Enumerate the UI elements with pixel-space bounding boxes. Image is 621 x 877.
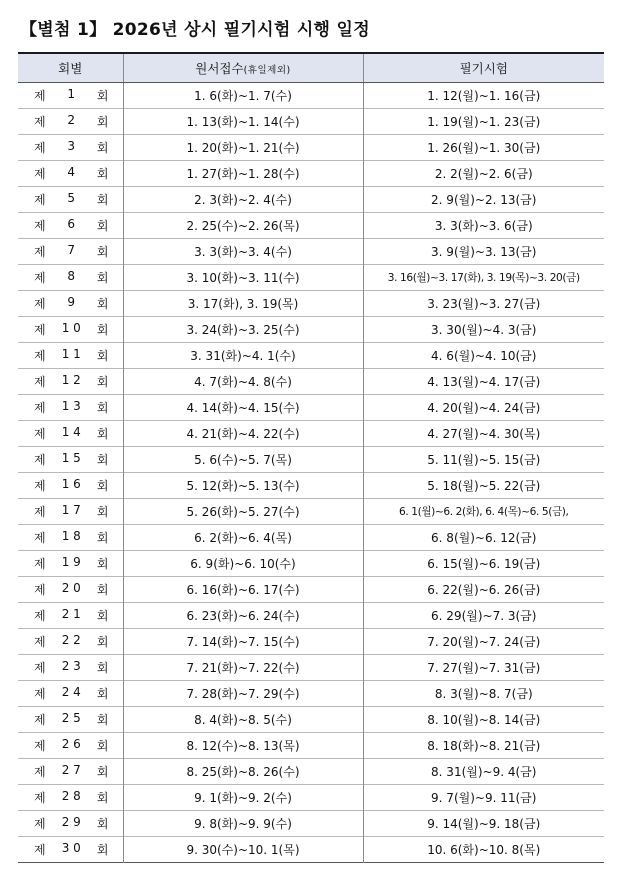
table-row <box>18 655 604 681</box>
round-label <box>18 815 123 832</box>
application-period-cell: 3. 24(화)~3. 25(수) <box>123 317 363 343</box>
round-cell <box>18 499 123 525</box>
header-round <box>18 53 123 83</box>
header-application-note: (휴일제외) <box>243 65 291 76</box>
application-period-cell: 3. 10(화)~3. 11(수) <box>123 265 363 291</box>
round-cell <box>18 395 123 421</box>
round-cell <box>18 811 123 837</box>
exam-period-cell: 8. 10(월)~8. 14(금) <box>363 707 604 733</box>
round-suffix: 회 <box>96 349 109 363</box>
exam-period-cell: 8. 3(월)~8. 7(금) <box>363 681 604 707</box>
round-cell <box>18 525 123 551</box>
round-suffix: 회 <box>96 765 109 779</box>
header-application-label: 원서접수 <box>195 61 244 76</box>
round-label <box>18 165 123 182</box>
round-number: 7 <box>67 243 76 257</box>
round-label <box>18 87 123 104</box>
round-suffix: 회 <box>96 245 109 259</box>
table-row <box>18 421 604 447</box>
table-row <box>18 135 604 161</box>
exam-period-cell: 7. 20(월)~7. 24(금) <box>363 629 604 655</box>
round-prefix: 제 <box>34 817 46 831</box>
round-cell <box>18 109 123 135</box>
round-prefix: 제 <box>34 271 46 285</box>
round-cell <box>18 785 123 811</box>
exam-period-cell: 6. 29(월)~7. 3(금) <box>363 603 604 629</box>
exam-period-cell: 6. 1(월)~6. 2(화), 6. 4(목)~6. 5(금), <box>363 499 604 525</box>
exam-period-cell: 4. 27(월)~4. 30(목) <box>363 421 604 447</box>
round-prefix: 제 <box>34 115 46 129</box>
round-cell <box>18 707 123 733</box>
application-period-cell: 6. 16(화)~6. 17(수) <box>123 577 363 603</box>
round-label <box>18 659 123 676</box>
exam-period-cell: 8. 18(화)~8. 21(금) <box>363 733 604 759</box>
round-number: 2 8 <box>61 789 81 803</box>
round-number: 6 <box>67 217 76 231</box>
round-label <box>18 685 123 702</box>
table-row <box>18 785 604 811</box>
round-suffix: 회 <box>96 141 109 155</box>
round-suffix: 회 <box>96 843 109 857</box>
round-prefix: 제 <box>34 843 46 857</box>
round-number: 1 6 <box>61 477 81 491</box>
round-number: 2 1 <box>61 607 81 621</box>
round-label <box>18 451 123 468</box>
round-label <box>18 113 123 130</box>
round-number: 1 5 <box>61 451 81 465</box>
round-cell <box>18 83 123 109</box>
round-suffix: 회 <box>96 713 109 727</box>
round-label <box>18 841 123 858</box>
round-number: 5 <box>67 191 76 205</box>
exam-period-cell: 4. 20(월)~4. 24(금) <box>363 395 604 421</box>
round-prefix: 제 <box>34 791 46 805</box>
application-period-cell: 8. 12(수)~8. 13(목) <box>123 733 363 759</box>
round-number: 9 <box>67 295 76 309</box>
exam-period-cell: 1. 19(월)~1. 23(금) <box>363 109 604 135</box>
round-number: 2 2 <box>61 633 81 647</box>
exam-period-cell: 3. 9(월)~3. 13(금) <box>363 239 604 265</box>
round-cell <box>18 421 123 447</box>
round-label <box>18 711 123 728</box>
table-row <box>18 213 604 239</box>
round-suffix: 회 <box>96 115 109 129</box>
application-period-cell: 4. 14(화)~4. 15(수) <box>123 395 363 421</box>
table-row <box>18 681 604 707</box>
round-label <box>18 581 123 598</box>
round-suffix: 회 <box>96 375 109 389</box>
round-suffix: 회 <box>96 479 109 493</box>
round-prefix: 제 <box>34 531 46 545</box>
exam-period-cell: 3. 30(월)~4. 3(금) <box>363 317 604 343</box>
table-row <box>18 161 604 187</box>
round-number: 1 <box>67 87 76 101</box>
round-number: 1 9 <box>61 555 81 569</box>
round-prefix: 제 <box>34 609 46 623</box>
exam-period-cell: 6. 15(월)~6. 19(금) <box>363 551 604 577</box>
application-period-cell: 1. 20(화)~1. 21(수) <box>123 135 363 161</box>
round-label <box>18 399 123 416</box>
round-cell <box>18 629 123 655</box>
round-number: 1 2 <box>61 373 81 387</box>
round-suffix: 회 <box>96 427 109 441</box>
round-number: 2 6 <box>61 737 81 751</box>
round-suffix: 회 <box>96 453 109 467</box>
exam-period-cell: 10. 6(화)~10. 8(목) <box>363 837 604 863</box>
round-label <box>18 321 123 338</box>
table-row <box>18 343 604 369</box>
round-prefix: 제 <box>34 661 46 675</box>
application-period-cell: 5. 26(화)~5. 27(수) <box>123 499 363 525</box>
round-cell <box>18 733 123 759</box>
application-period-cell: 7. 14(화)~7. 15(수) <box>123 629 363 655</box>
round-cell <box>18 187 123 213</box>
round-prefix: 제 <box>34 765 46 779</box>
round-prefix: 제 <box>34 687 46 701</box>
round-number: 3 <box>67 139 76 153</box>
round-number: 2 3 <box>61 659 81 673</box>
round-label <box>18 243 123 260</box>
header-round-label: 회별 <box>58 61 83 76</box>
round-suffix: 회 <box>96 505 109 519</box>
table-row <box>18 239 604 265</box>
round-suffix: 회 <box>96 271 109 285</box>
exam-period-cell: 4. 6(월)~4. 10(금) <box>363 343 604 369</box>
round-number: 2 0 <box>61 581 81 595</box>
exam-period-cell: 9. 14(월)~9. 18(금) <box>363 811 604 837</box>
application-period-cell: 2. 25(수)~2. 26(목) <box>123 213 363 239</box>
round-suffix: 회 <box>96 609 109 623</box>
round-cell <box>18 135 123 161</box>
round-prefix: 제 <box>34 297 46 311</box>
round-suffix: 회 <box>96 323 109 337</box>
round-suffix: 회 <box>96 661 109 675</box>
round-cell <box>18 369 123 395</box>
round-prefix: 제 <box>34 479 46 493</box>
application-period-cell: 1. 6(화)~1. 7(수) <box>123 83 363 109</box>
round-label <box>18 503 123 520</box>
round-prefix: 제 <box>34 323 46 337</box>
round-suffix: 회 <box>96 583 109 597</box>
round-label <box>18 269 123 286</box>
application-period-cell: 1. 27(화)~1. 28(수) <box>123 161 363 187</box>
application-period-cell: 9. 8(화)~9. 9(수) <box>123 811 363 837</box>
table-row <box>18 603 604 629</box>
exam-period-cell: 8. 31(월)~9. 4(금) <box>363 759 604 785</box>
round-prefix: 제 <box>34 349 46 363</box>
round-prefix: 제 <box>34 245 46 259</box>
round-number: 8 <box>67 269 76 283</box>
round-number: 2 9 <box>61 815 81 829</box>
round-number: 2 4 <box>61 685 81 699</box>
round-cell <box>18 551 123 577</box>
table-row <box>18 577 604 603</box>
round-prefix: 제 <box>34 453 46 467</box>
round-label <box>18 295 123 312</box>
header-application <box>123 53 363 83</box>
table-row <box>18 707 604 733</box>
round-cell <box>18 655 123 681</box>
round-number: 3 0 <box>61 841 81 855</box>
table-row <box>18 473 604 499</box>
exam-period-cell: 6. 8(월)~6. 12(금) <box>363 525 604 551</box>
round-suffix: 회 <box>96 687 109 701</box>
round-suffix: 회 <box>96 89 109 103</box>
round-label <box>18 425 123 442</box>
round-label <box>18 607 123 624</box>
round-number: 4 <box>67 165 76 179</box>
round-suffix: 회 <box>96 193 109 207</box>
exam-period-cell: 1. 26(월)~1. 30(금) <box>363 135 604 161</box>
table-row <box>18 447 604 473</box>
round-label <box>18 191 123 208</box>
round-prefix: 제 <box>34 167 46 181</box>
round-cell <box>18 759 123 785</box>
round-label <box>18 789 123 806</box>
round-prefix: 제 <box>34 713 46 727</box>
round-cell <box>18 447 123 473</box>
application-period-cell: 3. 3(화)~3. 4(수) <box>123 239 363 265</box>
round-number: 2 <box>67 113 76 127</box>
round-prefix: 제 <box>34 219 46 233</box>
table-row <box>18 759 604 785</box>
round-label <box>18 373 123 390</box>
application-period-cell: 6. 2(화)~6. 4(목) <box>123 525 363 551</box>
table-row <box>18 525 604 551</box>
application-period-cell: 9. 1(화)~9. 2(수) <box>123 785 363 811</box>
round-number: 1 0 <box>61 321 81 335</box>
round-suffix: 회 <box>96 297 109 311</box>
exam-period-cell: 7. 27(월)~7. 31(금) <box>363 655 604 681</box>
round-label <box>18 633 123 650</box>
round-number: 1 8 <box>61 529 81 543</box>
table-row <box>18 395 604 421</box>
exam-period-cell: 5. 11(월)~5. 15(금) <box>363 447 604 473</box>
round-cell <box>18 577 123 603</box>
round-prefix: 제 <box>34 739 46 753</box>
round-cell <box>18 291 123 317</box>
table-row <box>18 837 604 863</box>
round-label <box>18 737 123 754</box>
round-prefix: 제 <box>34 583 46 597</box>
table-row <box>18 499 604 525</box>
round-prefix: 제 <box>34 635 46 649</box>
header-exam-label: 필기시험 <box>459 61 508 76</box>
round-label <box>18 555 123 572</box>
round-prefix: 제 <box>34 557 46 571</box>
round-number: 1 1 <box>61 347 81 361</box>
table-row <box>18 317 604 343</box>
application-period-cell: 8. 4(화)~8. 5(수) <box>123 707 363 733</box>
round-cell <box>18 603 123 629</box>
exam-period-cell: 3. 3(화)~3. 6(금) <box>363 213 604 239</box>
application-period-cell: 8. 25(화)~8. 26(수) <box>123 759 363 785</box>
round-suffix: 회 <box>96 219 109 233</box>
round-cell <box>18 317 123 343</box>
table-row <box>18 265 604 291</box>
application-period-cell: 4. 7(화)~4. 8(수) <box>123 369 363 395</box>
round-prefix: 제 <box>34 427 46 441</box>
round-number: 1 3 <box>61 399 81 413</box>
round-number: 2 5 <box>61 711 81 725</box>
round-cell <box>18 681 123 707</box>
round-cell <box>18 343 123 369</box>
table-row <box>18 733 604 759</box>
application-period-cell: 7. 21(화)~7. 22(수) <box>123 655 363 681</box>
round-cell <box>18 213 123 239</box>
round-prefix: 제 <box>34 401 46 415</box>
exam-period-cell: 9. 7(월)~9. 11(금) <box>363 785 604 811</box>
exam-period-cell: 2. 9(월)~2. 13(금) <box>363 187 604 213</box>
application-period-cell: 5. 12(화)~5. 13(수) <box>123 473 363 499</box>
table-row <box>18 811 604 837</box>
round-label <box>18 529 123 546</box>
table-row <box>18 109 604 135</box>
round-suffix: 회 <box>96 401 109 415</box>
round-number: 1 7 <box>61 503 81 517</box>
table-row <box>18 551 604 577</box>
round-number: 2 7 <box>61 763 81 777</box>
round-suffix: 회 <box>96 739 109 753</box>
application-period-cell: 1. 13(화)~1. 14(수) <box>123 109 363 135</box>
round-label <box>18 217 123 234</box>
round-cell <box>18 473 123 499</box>
round-suffix: 회 <box>96 167 109 181</box>
exam-period-cell: 1. 12(월)~1. 16(금) <box>363 83 604 109</box>
round-prefix: 제 <box>34 505 46 519</box>
round-label <box>18 347 123 364</box>
round-label <box>18 139 123 156</box>
exam-period-cell: 3. 23(월)~3. 27(금) <box>363 291 604 317</box>
exam-period-cell: 4. 13(월)~4. 17(금) <box>363 369 604 395</box>
table-row <box>18 291 604 317</box>
round-suffix: 회 <box>96 817 109 831</box>
schedule-body <box>18 83 604 863</box>
round-cell <box>18 161 123 187</box>
round-suffix: 회 <box>96 635 109 649</box>
round-prefix: 제 <box>34 89 46 103</box>
round-prefix: 제 <box>34 375 46 389</box>
application-period-cell: 9. 30(수)~10. 1(목) <box>123 837 363 863</box>
round-cell <box>18 239 123 265</box>
round-label <box>18 763 123 780</box>
exam-period-cell: 5. 18(월)~5. 22(금) <box>363 473 604 499</box>
table-row <box>18 629 604 655</box>
round-label <box>18 477 123 494</box>
application-period-cell: 4. 21(화)~4. 22(수) <box>123 421 363 447</box>
header-exam <box>363 53 604 83</box>
table-row <box>18 187 604 213</box>
round-suffix: 회 <box>96 531 109 545</box>
exam-period-cell: 6. 22(월)~6. 26(금) <box>363 577 604 603</box>
page-title: 【별첨 1】 2026년 상시 필기시험 시행 일정 <box>20 20 370 40</box>
round-prefix: 제 <box>34 141 46 155</box>
round-cell <box>18 837 123 863</box>
round-suffix: 회 <box>96 791 109 805</box>
application-period-cell: 7. 28(화)~7. 29(수) <box>123 681 363 707</box>
table-row <box>18 83 604 109</box>
application-period-cell: 2. 3(화)~2. 4(수) <box>123 187 363 213</box>
application-period-cell: 3. 17(화), 3. 19(목) <box>123 291 363 317</box>
application-period-cell: 3. 31(화)~4. 1(수) <box>123 343 363 369</box>
round-number: 1 4 <box>61 425 81 439</box>
exam-period-cell: 3. 16(월)~3. 17(화), 3. 19(목)~3. 20(금) <box>363 265 604 291</box>
round-cell <box>18 265 123 291</box>
schedule-table <box>18 52 604 863</box>
application-period-cell: 5. 6(수)~5. 7(목) <box>123 447 363 473</box>
round-prefix: 제 <box>34 193 46 207</box>
exam-period-cell: 2. 2(월)~2. 6(금) <box>363 161 604 187</box>
application-period-cell: 6. 9(화)~6. 10(수) <box>123 551 363 577</box>
header-row <box>18 53 604 83</box>
round-suffix: 회 <box>96 557 109 571</box>
table-row <box>18 369 604 395</box>
application-period-cell: 6. 23(화)~6. 24(수) <box>123 603 363 629</box>
